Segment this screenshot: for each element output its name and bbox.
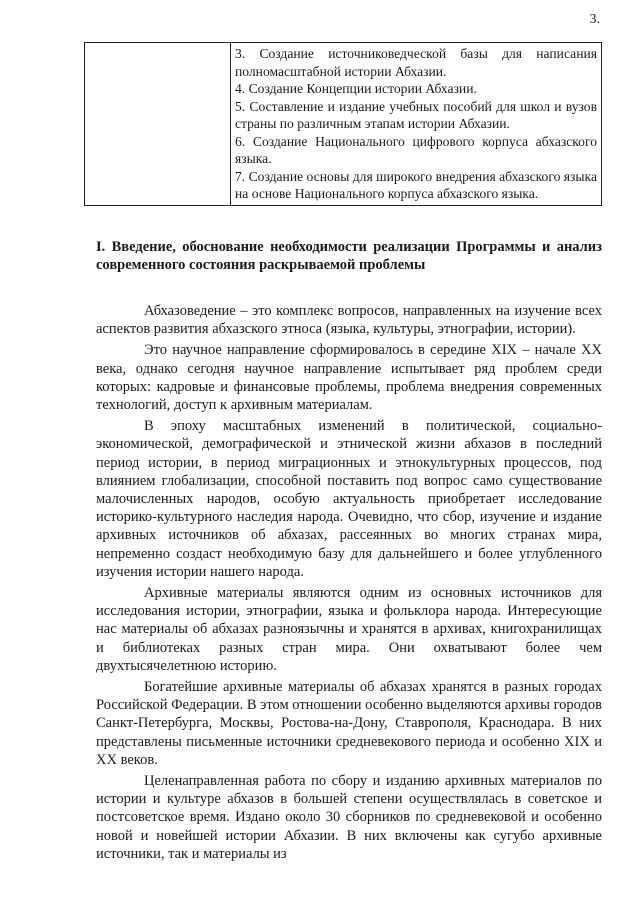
paragraph: Абхазоведение – это комплекс вопросов, направленных на изучение всех аспектов развития абхазского этноса (языка, культуры, этнографии, истории). [96,303,602,338]
paragraph: Богатейшие архивные материалы об абхазах хранятся в разных городах Российской Федерации. В этом отношении особенно выделяются архивы городов Санкт-Петербурга, Москвы, Ростова-на-Дону, Ставрополя, Краснодара. В них представлены письменные источники средневекового периода и особенно XIX и XX веков. [96,679,602,768]
paragraph: В эпоху масштабных изменений в политической, социально-экономической, демографической и этнической жизни абхазов в последний период истории, в период миграционных и этнокультурных процессов, под влиянием глобализации, способной поставить под вопрос само существование малочисленных народов, особую актуальность приобретает исследование историко-культурного наследия народа. Очевидно, что сбор, изучение и издание архивных источников об абхазах, рассеянных во многих странах мира, непременно создаст необходимую базу для дальнейшего и более углубленного изучения истории нашего народа. [96,418,602,580]
paragraph: Архивные материалы являются одним из основных источников для исследования истории, этнографии, языка и фольклора народа. Интересующие нас материалы об абхазах разноязычны и хранятся в архивах, книгохранилищах и библиотеках разных стран мира. Они охватывают более чем двухтысячелетнюю историю. [96,585,602,674]
table-row [85,43,602,206]
table-left-cell [85,43,231,206]
list-item: 6. Создание Национального цифрового корпуса абхазского языка. [235,133,597,166]
list-item: 5. Составление и издание учебных пособий для школ и вузов страны по различным этапам истории Абхазии. [235,98,597,131]
paragraph: Это научное направление сформировалось в середине XIX – начале XX века, однако сегодня научное направление испытывает ряд проблем среди которых: кадровые и финансовые проблемы, проблема внедрения современных технологий, доступ к архивным материалам. [96,342,602,414]
paragraph: Целенаправленная работа по сбору и изданию архивных материалов по истории и культуре абхазов в большей степени осуществлялась в советское и постсоветское время. Издано около 30 сборников по средневековой и особенно новой и новейшей истории Абхазии. В них включены как сугубо архивные источники, так и материалы из [96,773,602,862]
page-number: 3. [589,12,600,27]
table-right-cell [231,43,602,206]
goals-table [84,42,602,206]
section-heading: I. Введение, обоснование необходимости реализации Программы и анализ современного состояния раскрываемой проблемы [96,239,602,273]
list-item: 4. Создание Концепции истории Абхазии. [235,81,477,96]
list-item: 3. Создание источниковедческой базы для написания полномасштабной истории Абхазии. [235,46,597,79]
body-text [96,302,602,866]
list-item: 7. Создание основы для широкого внедрения абхазского языка на основе Национального корпуса абхазского языка. [235,168,597,201]
